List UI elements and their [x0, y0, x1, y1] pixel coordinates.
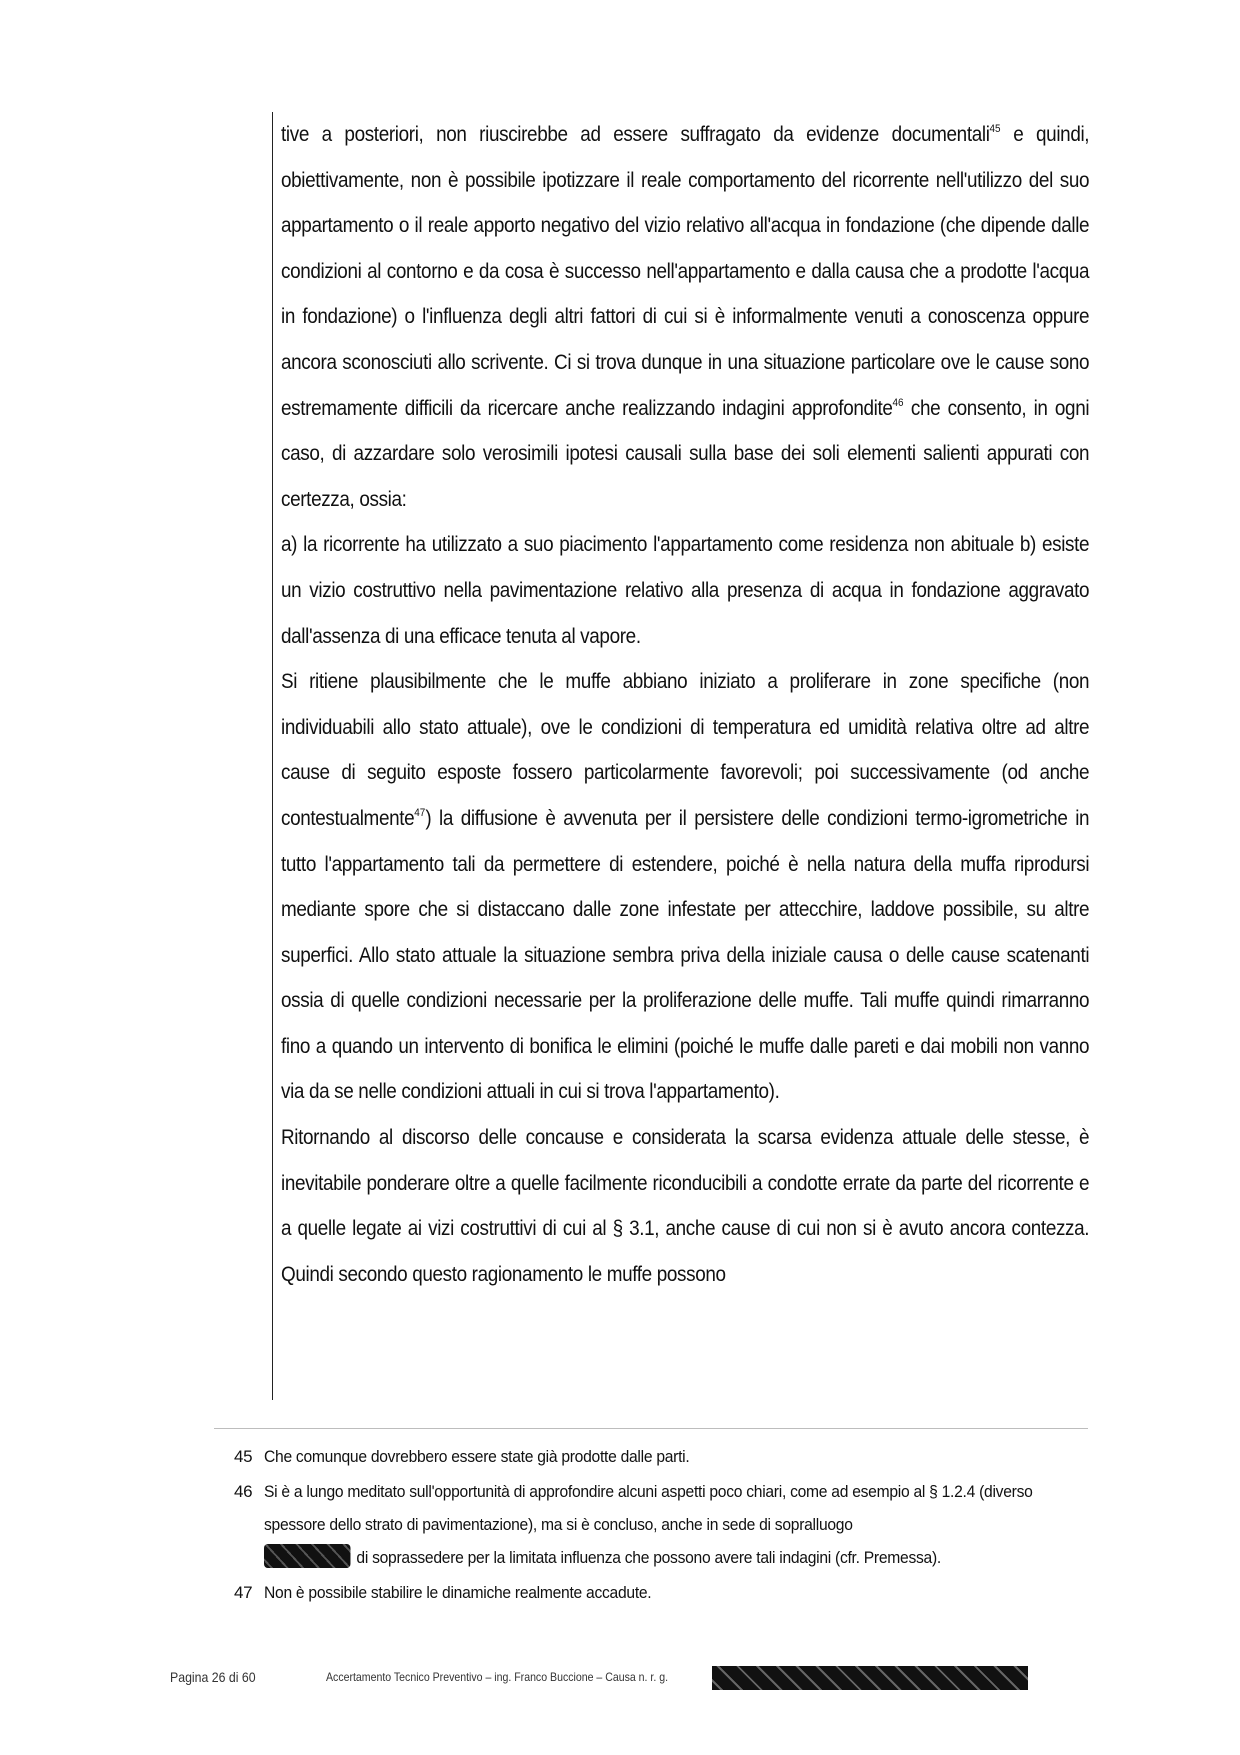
paragraph: [281, 1115, 1089, 1297]
text-run: tive a posteriori, non riuscirebbe ad essere suffragato da evidenze documentali: [281, 123, 990, 146]
text-run: a) la ricorrente ha utilizzato a suo piacimento l'appartamento come residenza non abituale b) esiste un vizio costruttivo nella pavimentazione relativo alla presenza di acqua in fondazione aggravato dall'assenza di una efficace tenuta al vapore.: [281, 533, 1090, 648]
text-run: e quindi, obiettivamente, non è possibile ipotizzare il reale comportamento del ricorrente nell'utilizzo del suo appartamento o il reale apporto negativo del vizio relativo all'acqua in fondazione (che dipende dalle condizioni al contorno e da cosa è successo nell'appartamento e dalla causa che a prodotte l'acqua in fondazione) o l'influenza degli altri fattori di cui si è informalmente venuti a conoscenza oppure ancora sconosciuti allo scrivente. Ci si trova dunque in una situazione particolare ove le cause sono estremamente difficili da ricercare anche realizzando indagini approfondite: [281, 123, 1090, 420]
text-run: che consento, in ogni caso, di azzardare solo verosimili ipotesi causali sulla base dei soli elementi salienti appurati con certezza, ossia:: [281, 396, 1090, 511]
text-run: ) la diffusione è avvenuta per il persistere delle condizioni termo-igrometriche in tutto l'appartamento tali da permettere di estendere, poiché è nella natura della muffa riprodursi mediante spore che si distaccano dalle zone infestate per attecchire, laddove possibile, su altre superfici. Allo stato attuale la situazione sembra priva della iniziale causa o delle cause scatenanti ossia di quelle condizioni necessarie per la proliferazione delle muffe. Tali muffe quindi rimarranno fino a quando un intervento di bonifica le elimini (poiché le muffe dalle pareti e dai mobili non vanno via da se nelle condizioni attuali in cui si trova l'appartamento).: [281, 806, 1090, 1104]
footnote-47: [234, 1576, 1094, 1609]
page-footer: [170, 1666, 1070, 1692]
footnote-number: 46: [234, 1482, 253, 1501]
document-reference: Accertamento Tecnico Preventivo – ing. Franco Buccione – Causa n. r. g.: [326, 1670, 669, 1684]
footnote-reference: 46: [892, 396, 904, 409]
footnote-text: [264, 1475, 1092, 1574]
page-number: Pagina 26 di 60: [170, 1669, 256, 1685]
footnote-45: [234, 1440, 1094, 1473]
text-run: Ritornando al discorso delle concause e considerata la scarsa evidenza attuale delle stesse, è inevitabile ponderare oltre a quelle facilmente riconducibili a condotte errate da parte del ricorrente e a quelle legate ai vizi costruttivi di cui al § 3.1, anche cause di cui non si è avuto ancora contezza. Quindi secondo questo ragionamento le muffe possono: [281, 1126, 1090, 1286]
footnote-reference: 47: [414, 806, 426, 819]
footnote-text: Non è possibile stabilire le dinamiche realmente accadute.: [264, 1583, 652, 1602]
footnotes: [234, 1440, 1094, 1611]
redaction-block: [264, 1544, 350, 1568]
footnote-number: 47: [234, 1583, 253, 1602]
footnote-number: 45: [234, 1447, 253, 1466]
footnote-separator: [214, 1428, 1088, 1429]
text-run: Si ritiene plausibilmente che le muffe abbiano iniziato a proliferare in zone specifiche (non individuabili allo stato attuale), ove le condizioni di temperatura ed umidità relativa oltre ad altre cause di seguito esposte fossero particolarmente favorevoli; poi successivamente (od anche contestualmente: [281, 670, 1090, 830]
footnote-reference: 45: [989, 123, 1001, 135]
body-text: [272, 112, 1088, 1400]
footnote-text-part-2: di soprassedere per la limitata influenza che possono avere tali indagini (cfr. Premessa).: [356, 1548, 941, 1567]
redaction-block: [712, 1666, 1028, 1690]
paragraph: [281, 522, 1089, 659]
footnote-text-part-1: Si è a lungo meditato sull'opportunità di approfondire alcuni aspetti poco chiari, come ad esempio al § 1.2.4 (diverso spessore dello strato di pavimentazione), ma si è concluso, anche in sede di sopralluogo: [264, 1482, 1033, 1534]
paragraph: [281, 112, 1089, 522]
footnote-text: Che comunque dovrebbero essere state già prodotte dalle parti.: [264, 1447, 690, 1466]
footnote-46: [234, 1475, 1094, 1574]
paragraph: [281, 659, 1089, 1115]
